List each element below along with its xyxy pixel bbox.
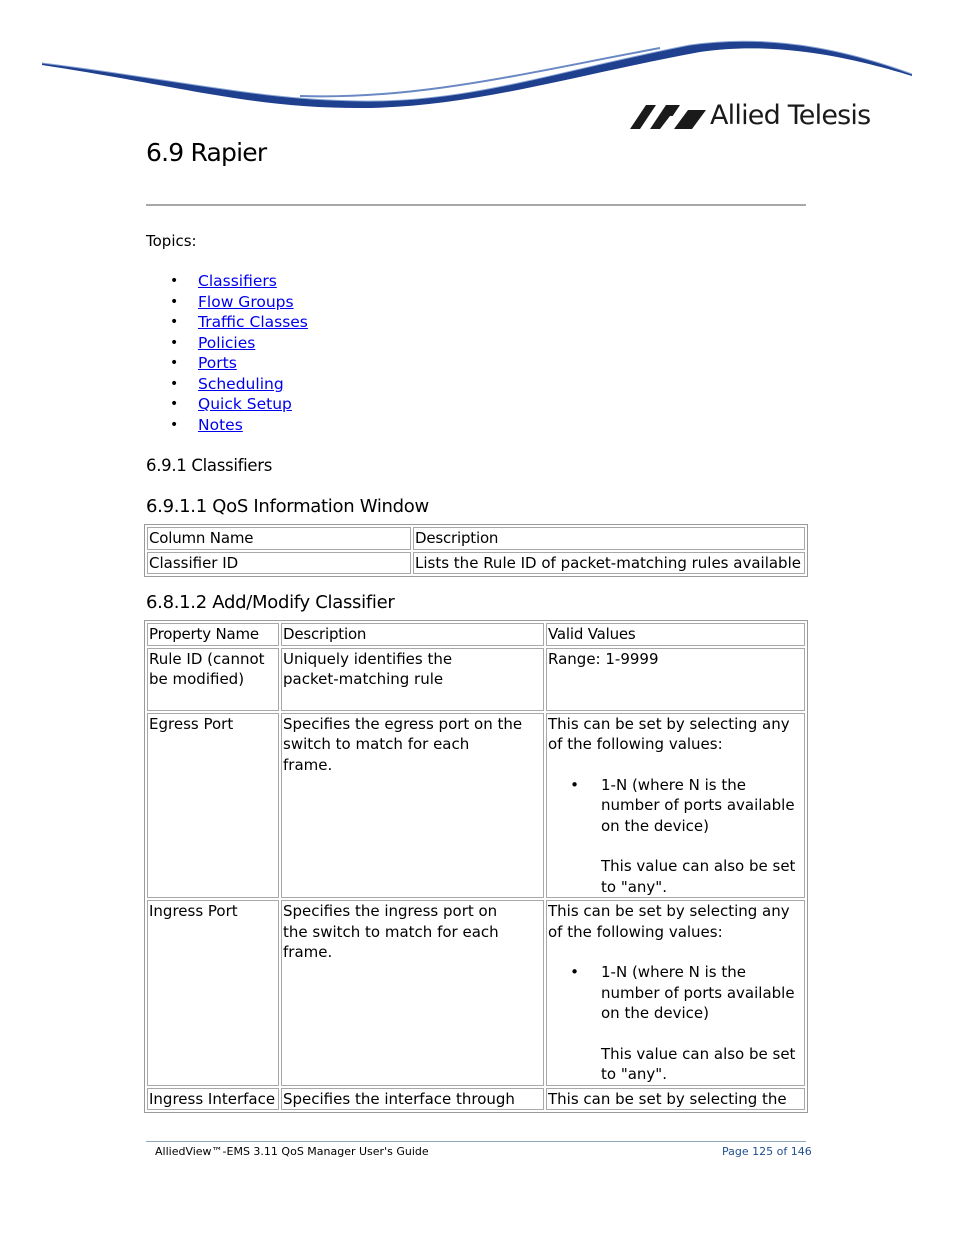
bullet-icon: • [170,293,179,310]
table-cell: This can be set by selecting the [546,1088,805,1111]
list-item [170,333,308,354]
table-cell [546,900,805,1086]
table-cell: Specifies the egress port on the switch to match for each frame. [281,713,544,899]
topic-link-classifiers[interactable]: Classifiers [198,272,277,291]
values-bullet-text: 1-N (where N is the number of ports available on the device) [601,963,795,1022]
topic-link-ports[interactable]: Ports [198,354,237,373]
topic-link-scheduling[interactable]: Scheduling [198,374,284,393]
section-heading-classifiers: 6.9.1 Classifiers [146,456,273,475]
table-cell: Ingress Port [147,900,279,1086]
table-cell: Egress Port [147,713,279,899]
list-item [170,292,308,313]
topic-link-policies[interactable]: Policies [198,333,256,352]
table-header-row [147,527,805,550]
list-item [548,775,804,837]
table-cell: Lists the Rule ID of packet-matching rules available [413,552,805,575]
bullet-icon: • [170,273,179,290]
add-modify-classifier-table [144,620,808,1113]
values-intro: This can be set by selecting any of the following values: [548,902,790,941]
logo-text: Allied Telesis [710,100,871,131]
bullet-icon: • [170,396,179,413]
column-header: Property Name [147,623,279,646]
table-cell: Uniquely identifies the packet-matching rule [281,648,544,711]
table-row [147,900,805,1086]
table-header-row [147,623,805,646]
list-item [170,312,308,333]
topics-label: Topics: [146,232,197,250]
allied-telesis-logo [630,100,870,131]
values-list [548,962,804,1024]
list-item [170,374,308,395]
table-cell: Specifies the ingress port on the switch to match for each frame. [281,900,544,1086]
table-cell: Range: 1-9999 [546,648,805,711]
table-cell [546,713,805,899]
bullet-icon: • [170,314,179,331]
bullet-icon: • [570,775,579,794]
table-cell: Specifies the interface through [281,1088,544,1111]
footer-guide-title: AlliedView™-EMS 3.11 QoS Manager User's Guide [155,1145,429,1158]
values-note: This value can also be set to "any". [601,857,796,896]
column-header: Description [281,623,544,646]
allied-telesis-logo-mark-icon [630,102,706,130]
section-heading-add-modify: 6.8.1.2 Add/Modify Classifier [146,592,395,613]
topic-link-traffic-classes[interactable]: Traffic Classes [198,313,308,332]
list-item [170,271,308,292]
topic-link-flow-groups[interactable]: Flow Groups [198,292,294,311]
values-note: This value can also be set to "any". [601,1044,796,1083]
values-intro: This can be set by selecting any of the following values: [548,714,790,753]
bullet-icon: • [570,963,579,981]
bullet-icon: • [170,375,179,392]
topic-link-notes[interactable]: Notes [198,415,243,434]
list-item [170,394,308,415]
table-row [147,713,805,899]
column-header: Column Name [147,527,411,550]
footer-divider [146,1141,806,1142]
table-row [147,1088,805,1111]
section-heading-qos-window: 6.9.1.1 QoS Information Window [146,496,429,517]
title-divider [146,204,806,206]
footer-page-number: Page 125 of 146 [722,1145,812,1158]
list-item [170,415,308,436]
qos-information-table [144,524,808,577]
table-cell: Ingress Interface [147,1088,279,1111]
topics-list [170,271,308,435]
values-bullet-text: 1-N (where N is the number of ports available on the device) [601,775,795,835]
column-header: Description [413,527,805,550]
table-row [147,552,805,575]
values-list [548,775,804,837]
bullet-icon: • [170,355,179,372]
page-title: 6.9 Rapier [146,138,267,167]
list-item [170,353,308,374]
table-cell: Rule ID (cannot be modified) [147,648,279,711]
bullet-icon: • [170,416,179,433]
topic-link-quick-setup[interactable]: Quick Setup [198,395,292,414]
bullet-icon: • [170,334,179,351]
list-item [548,962,804,1024]
table-row [147,648,805,711]
table-cell: Classifier ID [147,552,411,575]
column-header: Valid Values [546,623,805,646]
